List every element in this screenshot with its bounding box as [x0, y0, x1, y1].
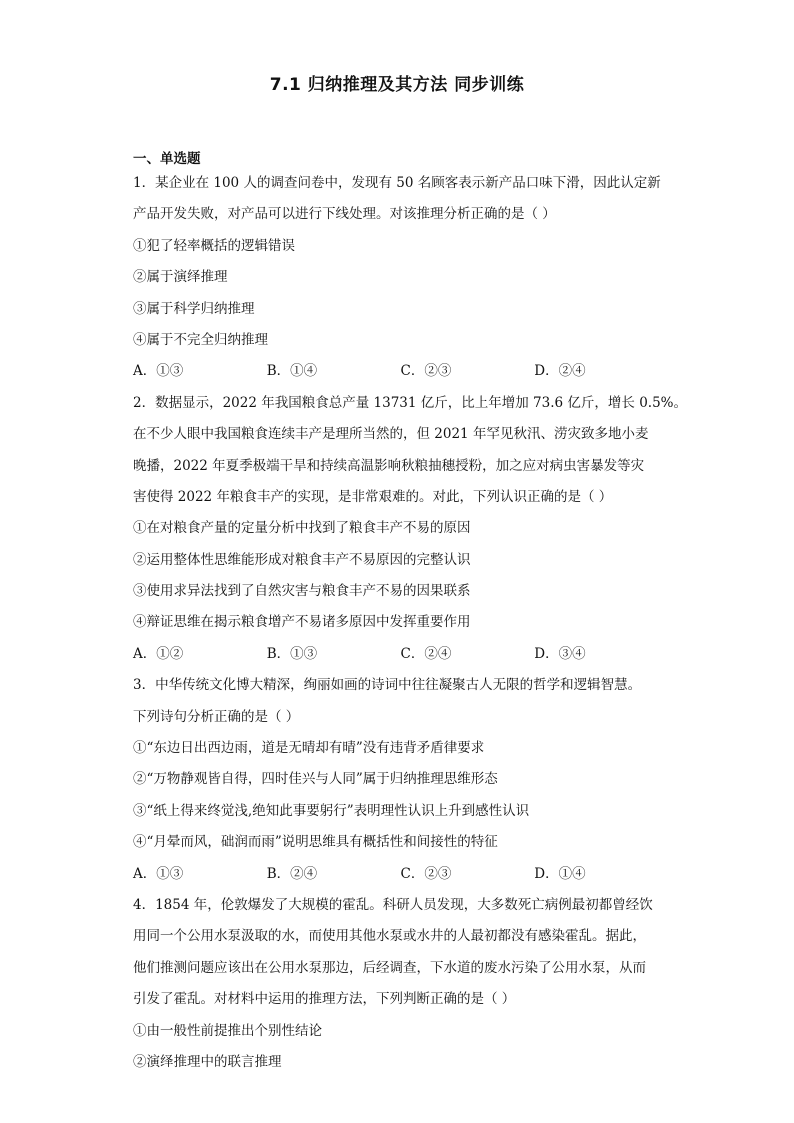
statement-item: ①由一般性前提推出个别性结论 [133, 1022, 322, 1039]
statement-item: ②运用整体性思维能形成对粮食丰产不易原因的完整认识 [133, 551, 471, 568]
statement-item: ①在对粮食产量的定量分析中找到了粮食丰产不易的原因 [133, 520, 471, 537]
question-stem-line: 在不少人眼中我国粮食连续丰产是理所当然的，但 2021 年罕见秋汛、涝灾致多地小麦 [133, 426, 649, 443]
answer-options [133, 643, 668, 674]
question-stem-line: 用同一个公用水泵汲取的水，而使用其他水泵或水井的人最初都没有感染霍乱。据此， [133, 928, 646, 945]
question-stem-line: 下列诗句分析正确的是（ ） [133, 708, 300, 725]
option-c[interactable]: C．②④ [400, 645, 452, 662]
answer-options [133, 360, 668, 391]
question-2 [133, 392, 687, 675]
statement-item: ③“纸上得来终觉浅,绝知此事要躬行”表明理性认识上升到感性认识 [133, 802, 530, 819]
question-list [133, 172, 687, 1082]
statement-item: ③使用求异法找到了自然灾害与粮食丰产不易的因果联系 [133, 583, 471, 600]
option-d[interactable]: D．①④ [534, 865, 586, 882]
option-b[interactable]: B．②④ [266, 865, 318, 882]
answer-options [133, 863, 668, 894]
option-d[interactable]: D．③④ [534, 645, 586, 662]
question-3 [133, 674, 668, 894]
question-stem-line: 2．数据显示，2022 年我国粮食总产量 13731 亿斤，比上年增加 73.6 亿斤，增长 0.5%。 [133, 394, 687, 411]
question-1 [133, 172, 668, 392]
page-title: 7.1 归纳推理及其方法 同步训练 [269, 75, 525, 95]
question-stem-line: 1．某企业在 100 人的调查问卷中，发现有 50 名顾客表示新产品口味下滑，因此认定新 [133, 175, 661, 191]
question-stem-line: 产品开发失败，对产品可以进行下线处理。对该推理分析正确的是（ ） [133, 206, 556, 223]
option-b[interactable]: B．①③ [266, 645, 318, 662]
option-c[interactable]: C．②③ [400, 865, 452, 882]
statement-item: ②“万物静观皆自得，四时佳兴与人同”属于归纳推理思维形态 [133, 771, 498, 788]
statement-item: ④“月晕而风，础润而雨”说明思维具有概括性和间接性的特征 [133, 834, 498, 851]
option-b[interactable]: B．①④ [266, 363, 318, 380]
statement-item: ②演绎推理中的联言推理 [133, 1053, 282, 1070]
statement-item: ④辩证思维在揭示粮食增产不易诸多原因中发挥重要作用 [133, 614, 471, 631]
statement-item: ④属于不完全归纳推理 [133, 331, 268, 348]
statement-item: ①犯了轻率概括的逻辑错误 [133, 237, 295, 254]
question-stem-line: 害使得 2022 年粮食丰产的实现，是非常艰难的。对此，下列认识正确的是（ ） [133, 488, 613, 505]
question-4 [133, 894, 668, 1082]
option-d[interactable]: D．②④ [534, 363, 586, 380]
question-stem-line: 引发了霍乱。对材料中运用的推理方法，下列判断正确的是（ ） [133, 991, 516, 1008]
question-stem-line: 晚播，2022 年夏季极端干旱和持续高温影响秋粮抽穗授粉，加之应对病虫害暴发等灾 [133, 457, 645, 474]
option-c[interactable]: C．②③ [400, 363, 452, 380]
statement-item: ②属于演绎推理 [133, 269, 228, 286]
question-stem-line: 他们推测问题应该出在公用水泵那边，后经调查，下水道的废水污染了公用水泵，从而 [133, 959, 646, 976]
option-a[interactable]: A．①② [133, 645, 184, 662]
statement-item: ①“东边日出西边雨，道是无晴却有晴”没有违背矛盾律要求 [133, 740, 485, 757]
question-stem-line: 4．1854 年，伦敦爆发了大规模的霍乱。科研人员发现，大多数死亡病例最初都曾经饮 [133, 896, 653, 913]
statement-item: ③属于科学归纳推理 [133, 300, 255, 317]
option-a[interactable]: A．①③ [133, 865, 184, 882]
option-a[interactable]: A．①③ [133, 363, 184, 380]
question-stem-line: 3．中华传统文化博大精深，绚丽如画的诗词中往往凝聚古人无限的哲学和逻辑智慧。 [133, 677, 642, 694]
section-heading: 一、单选题 [133, 151, 201, 167]
